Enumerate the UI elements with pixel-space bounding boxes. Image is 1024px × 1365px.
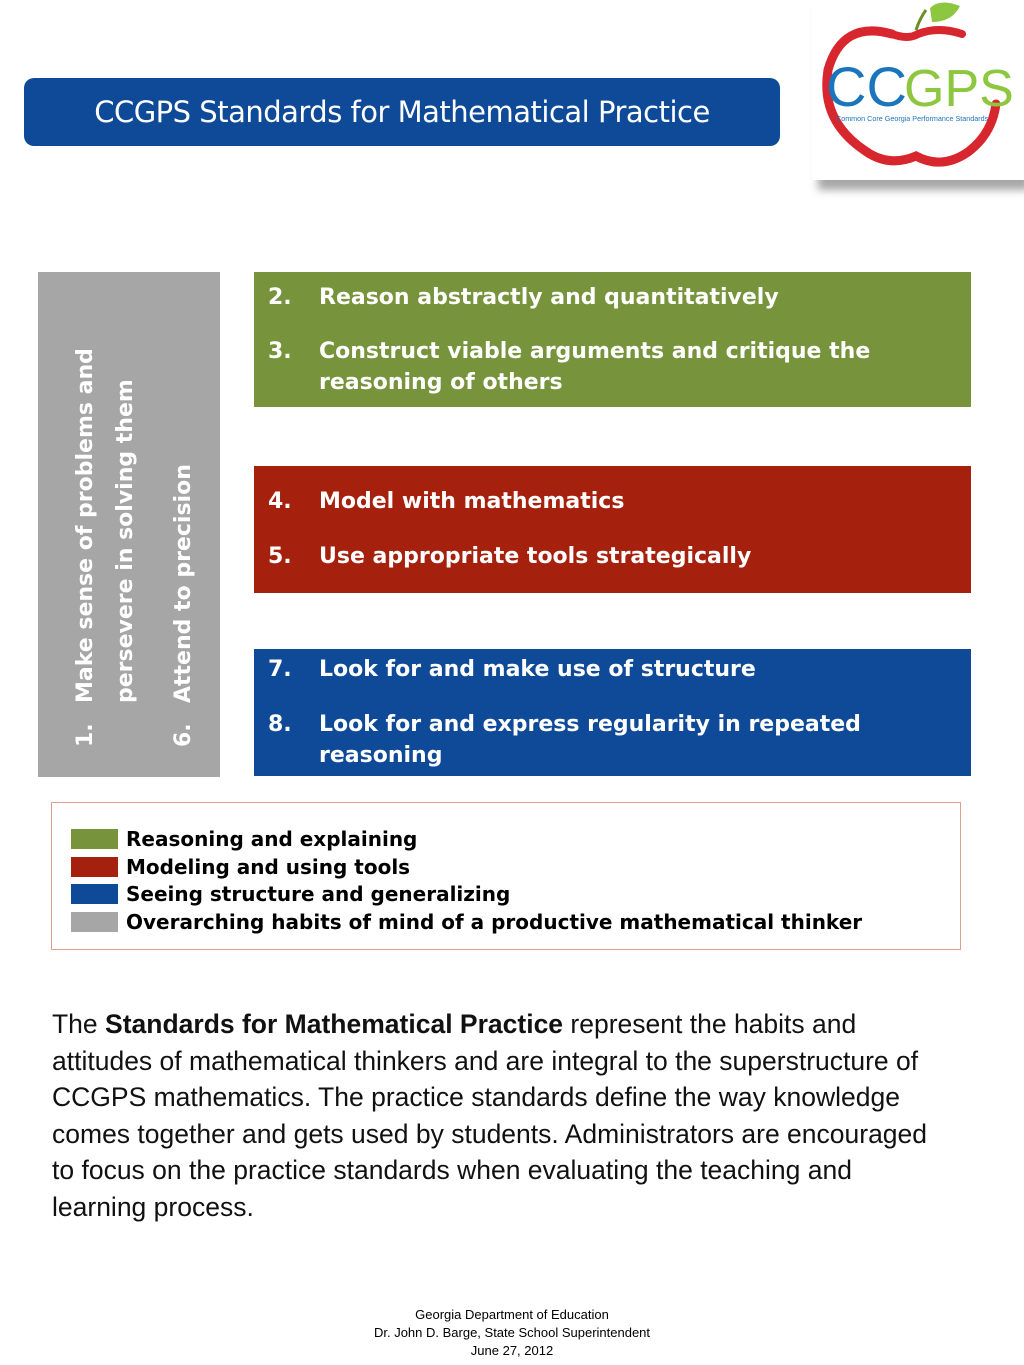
standard-7-number: 7. (268, 657, 292, 682)
legend-item-overarching (71, 910, 862, 934)
standard-1-line2: persevere in solving them (113, 379, 138, 703)
standard-6 (164, 464, 204, 747)
legend-swatch-green (71, 829, 118, 849)
standard-8-text: Look for and express regularity in repeated reasoning (319, 712, 861, 768)
legend-label-reasoning: Reasoning and explaining (126, 827, 418, 851)
standard-7-text: Look for and make use of structure (319, 657, 756, 682)
paragraph-lead: The (52, 1009, 106, 1039)
footer-superintendent: Dr. John D. Barge, State School Superintendent (373, 1325, 651, 1340)
apple-logo-icon (812, 0, 1024, 180)
logo-cc: CC (826, 55, 907, 118)
paragraph-body: represent the habits and attitudes of mathematical thinkers and are integral to the superstructure of CCGPS mathematics. The practice standards define the way knowledge comes together and gets used by students. Administrators are encouraged to focus on the practice standards when evaluating the teaching and learning process. (52, 1009, 928, 1222)
standard-5-text: Use appropriate tools strategically (319, 544, 752, 569)
standard-4 (268, 486, 961, 517)
standard-1-line1: Make sense of problems and (73, 348, 98, 703)
standard-8 (268, 709, 961, 771)
modeling-group-box (254, 466, 971, 593)
standard-3-number: 3. (268, 339, 292, 364)
standard-2-text: Reason abstractly and quantitatively (319, 285, 779, 310)
standard-5-number: 5. (268, 544, 292, 569)
footer (0, 1306, 1024, 1360)
structure-group-box (254, 649, 971, 776)
standard-7 (268, 654, 961, 685)
legend-label-structure: Seeing structure and generalizing (126, 882, 511, 906)
legend-swatch-red (71, 857, 118, 877)
standard-4-text: Model with mathematics (319, 489, 625, 514)
legend-item-modeling (71, 855, 410, 879)
ccgps-logo (812, 0, 1024, 180)
standard-6-number: 6. (171, 723, 196, 747)
standard-3-text: Construct viable arguments and critique the reasoning of others (319, 339, 871, 395)
legend-item-reasoning (71, 827, 417, 851)
logo-gps: GPS (904, 60, 1014, 118)
standard-4-number: 4. (268, 489, 292, 514)
legend (51, 802, 961, 950)
standard-6-text: Attend to precision (171, 464, 196, 703)
standard-5 (268, 541, 961, 572)
legend-label-modeling: Modeling and using tools (126, 855, 411, 879)
reasoning-group-box (254, 272, 971, 407)
standard-8-number: 8. (268, 712, 292, 737)
footer-date: June 27, 2012 (470, 1343, 554, 1358)
standard-3 (268, 336, 961, 398)
description-paragraph (52, 1006, 952, 1225)
overarching-habits-column (38, 272, 220, 777)
standard-2-number: 2. (268, 285, 292, 310)
legend-item-structure (71, 882, 510, 906)
legend-swatch-blue (71, 884, 118, 904)
legend-swatch-gray (71, 912, 118, 932)
title-banner (24, 78, 780, 146)
page-title: CCGPS Standards for Mathematical Practice (94, 95, 710, 129)
legend-label-overarching: Overarching habits of mind of a productive mathematical thinker (126, 910, 863, 934)
standard-1 (66, 348, 146, 747)
footer-organization: Georgia Department of Education (415, 1307, 609, 1322)
standard-2 (268, 282, 961, 313)
standard-1-number: 1. (73, 723, 98, 747)
paragraph-bold-term: Standards for Mathematical Practice (105, 1009, 564, 1039)
logo-tagline: Common Core Georgia Performance Standards (836, 114, 989, 123)
